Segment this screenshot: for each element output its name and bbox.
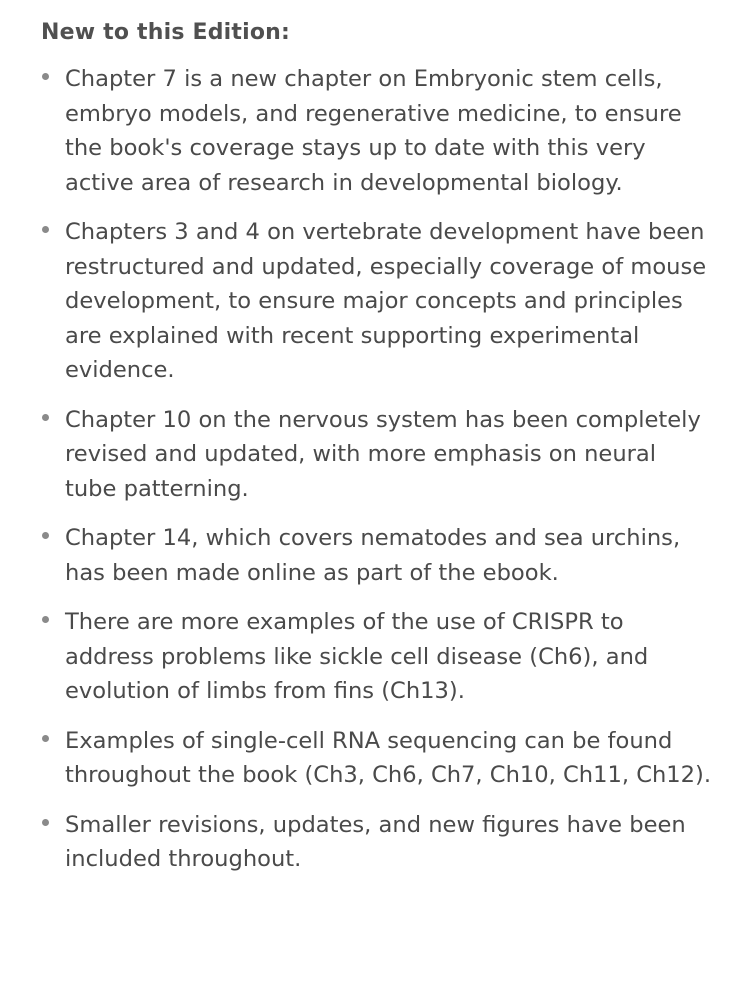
bullet-icon: [42, 414, 49, 421]
bullet-icon: [42, 226, 49, 233]
list-item-text: Chapter 10 on the nervous system has been completely revised and updated, with more emphasis on neural tube patterning.: [65, 406, 701, 502]
bullet-icon: [42, 532, 49, 539]
feature-list: [41, 62, 713, 877]
bullet-icon: [42, 616, 49, 623]
bullet-icon: [42, 819, 49, 826]
list-item-text: Chapter 14, which covers nematodes and sea urchins, has been made online as part of the ebook.: [65, 525, 681, 586]
list-item: [41, 62, 713, 200]
list-item-text: Chapter 7 is a new chapter on Embryonic stem cells, embryo models, and regenerative medicine, to ensure the book's coverage stays up to date with this very active area of research in developmental biology.: [65, 66, 682, 196]
list-item: [41, 724, 713, 793]
list-item: [41, 521, 713, 590]
list-item: [41, 808, 713, 877]
bullet-icon: [42, 73, 49, 80]
list-item: [41, 605, 713, 709]
list-item-text: There are more examples of the use of CRISPR to address problems like sickle cell disease (Ch6), and evolution of limbs from fins (Ch13).: [65, 609, 649, 704]
list-item-text: Smaller revisions, updates, and new figures have been included throughout.: [65, 811, 686, 872]
list-item-text: Chapters 3 and 4 on vertebrate development have been restructured and updated, especially coverage of mouse development, to ensure major concepts and principles are explained with recent supporting experimental evidence.: [65, 219, 707, 383]
list-item-text: Examples of single-cell RNA sequencing can be found throughout the book (Ch3, Ch6, Ch7, Ch10, Ch11, Ch12).: [65, 727, 712, 788]
list-item: [41, 215, 713, 388]
section-heading: New to this Edition:: [41, 20, 291, 45]
list-item: [41, 403, 713, 507]
bullet-icon: [42, 735, 49, 742]
